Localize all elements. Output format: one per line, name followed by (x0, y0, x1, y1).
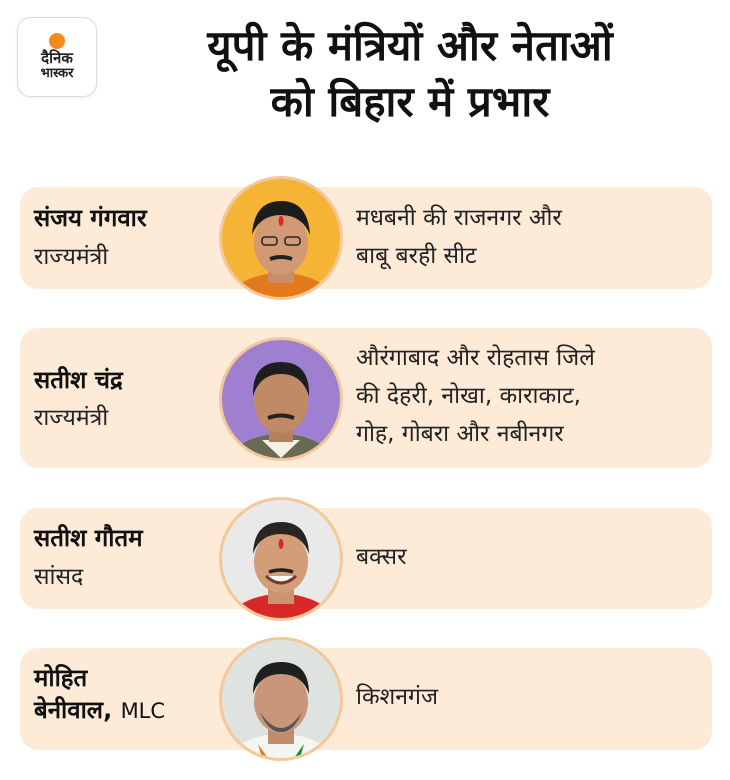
avatar-satish-chandra (219, 337, 343, 461)
title-line1: यूपी के मंत्रियों और नेताओं (207, 21, 613, 70)
assigned-area: बक्सर (356, 544, 407, 570)
sun-icon (49, 33, 65, 49)
person-card-satish-chandra (20, 328, 712, 468)
person-name: सतीश गौतम (34, 524, 143, 552)
logo-text-line2: भास्कर (40, 66, 74, 82)
avatar-satish-gautam (219, 497, 343, 621)
assigned-area: औरंगाबाद और रोहतास जिले की देहरी, नोखा, काराकाट, गोह, गोबरा और नबीनगर (356, 345, 595, 447)
person-name: सतीश चंद्र (34, 366, 123, 394)
person-role: राज्यमंत्री (34, 405, 109, 431)
page-title (105, 18, 715, 130)
person-role: राज्यमंत्री (34, 244, 109, 270)
person-name: संजय गंगवार (34, 204, 147, 232)
person-name-line1: मोहित (34, 664, 88, 692)
title-line2: को बिहार में प्रभार (270, 77, 550, 126)
person-name-line2: बेनीवाल, MLC (34, 696, 166, 724)
person-name (34, 662, 165, 727)
person-card-sanjay-gangwar (20, 187, 712, 289)
assigned-area: मधबनी की राजनगर और बाबू बरही सीट (356, 205, 562, 269)
person-role: सांसद (34, 564, 84, 590)
assigned-area: किशनगंज (356, 684, 439, 710)
avatar-mohit-beniwal (219, 637, 343, 761)
person-card-mohit-beniwal (20, 648, 712, 750)
person-title-suffix: MLC (120, 699, 166, 723)
avatar-sanjay-gangwar (219, 176, 343, 300)
logo-text-line1: दैनिक (41, 49, 73, 68)
dainik-bhaskar-logo (17, 17, 97, 97)
person-card-satish-gautam (20, 508, 712, 609)
